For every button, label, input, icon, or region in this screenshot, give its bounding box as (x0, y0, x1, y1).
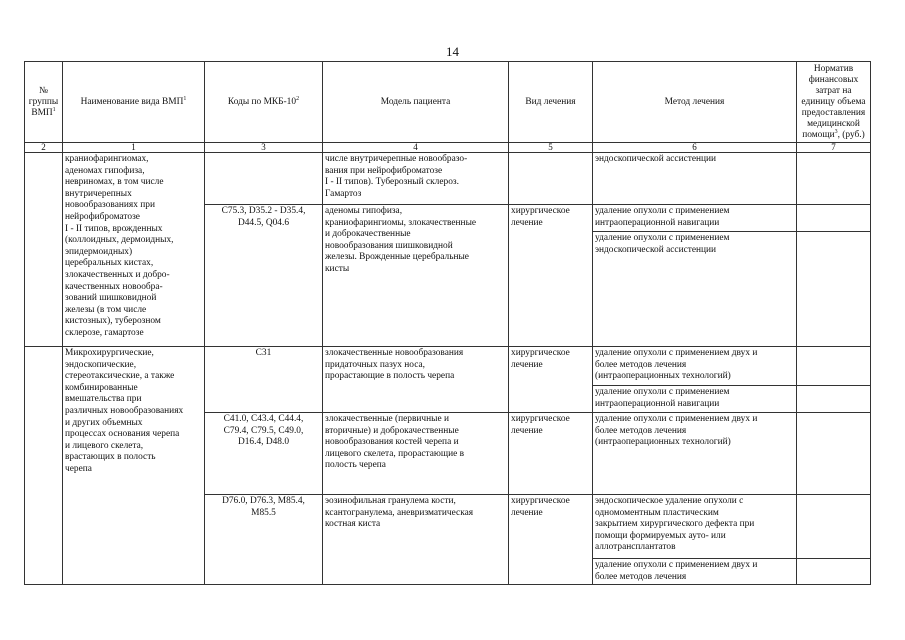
model-cell: аденомы гипофиза, краниофарингиомы, злокачественные и доброкачественные новообразования шишковидной железы. Врожденные церебральные кисты (323, 205, 509, 347)
method-cell: удаление опухоли с применением двух и более методов лечения (593, 559, 797, 585)
model-cell: злокачественные новообразования придаточных пазух носа, прорастающие в полость черепа (323, 347, 509, 413)
codes-cell (205, 153, 323, 205)
norm-cell (797, 205, 871, 232)
vmp-name-cell: краниофарингиомах, аденомах гипофиза, невриномах, в том числе внутричерепных новообразованиях при нейрофиброматозе I - II типов, врожденных (коллоидных, дермоидных, эпидермоидных) церебральных кистах, злокачественных и добро- качественных новообра- зований шишковидной железы (в том числе кистозных), туберозном склерозе, гамартозе (63, 153, 205, 347)
norm-cell (797, 232, 871, 347)
codes-cell: C41.0, C43.4, C44.4, C79.4, C79.5, C49.0, D16.4, D48.0 (205, 413, 323, 495)
header-group: № группы ВМП$^1$ (25, 62, 63, 143)
method-cell: удаление опухоли с применением двух и более методов лечения (интраоперационных технологий) (593, 413, 797, 495)
table-row (25, 347, 871, 386)
header-treatment: Вид лечения (509, 62, 593, 143)
norm-cell (797, 495, 871, 559)
col-num: 4 (323, 143, 509, 153)
header-name: Наименование вида ВМП$^1$ (63, 62, 205, 143)
group-cell (25, 347, 63, 585)
header-model: Модель пациента (323, 62, 509, 143)
header-codes: Коды по МКБ-$10^2$ (205, 62, 323, 143)
col-num: 2 (25, 143, 63, 153)
col-num: 6 (593, 143, 797, 153)
header-method: Метод лечения (593, 62, 797, 143)
norm-cell (797, 559, 871, 585)
codes-cell: D76.0, D76.3, M85.4, M85.5 (205, 495, 323, 585)
method-cell: удаление опухоли с применением эндоскопической ассистенции (593, 232, 797, 347)
header-norm: Норматив финансовых затрат на единицу объема предоставления медицинской помощи$^3$, (руб.) (797, 62, 871, 143)
group-cell (25, 153, 63, 347)
method-cell: эндоскопической ассистенции (593, 153, 797, 205)
col-num: 7 (797, 143, 871, 153)
vmp-table (24, 61, 871, 585)
codes-cell: C75.3, D35.2 - D35.4, D44.5, Q04.6 (205, 205, 323, 347)
col-num: 5 (509, 143, 593, 153)
treatment-cell: хирургическое лечение (509, 347, 593, 413)
norm-cell (797, 347, 871, 386)
model-cell: злокачественные (первичные и вторичные) и доброкачественные новообразования костей черепа и лицевого скелета, прорастающие в полость черепа (323, 413, 509, 495)
norm-cell (797, 153, 871, 205)
page-number: 14 (446, 44, 459, 59)
treatment-cell (509, 153, 593, 205)
codes-cell: C31 (205, 347, 323, 413)
method-cell: удаление опухоли с применением двух и более методов лечения (интраоперационных технологий) (593, 347, 797, 386)
norm-cell (797, 413, 871, 495)
treatment-cell: хирургическое лечение (509, 205, 593, 347)
vmp-name-cell: Микрохирургические, эндоскопические, стереотаксические, а также комбинированные вмешательства при различных новообразованиях и других объемных процессах основания черепа и лицевого скелета, врастающих в полость черепа (63, 347, 205, 585)
column-number-row (25, 143, 871, 153)
col-num: 3 (205, 143, 323, 153)
table-row (25, 153, 871, 205)
method-cell: удаление опухоли с применением интраоперационной навигации (593, 205, 797, 232)
norm-cell (797, 386, 871, 413)
header-row (25, 62, 871, 143)
treatment-cell: хирургическое лечение (509, 413, 593, 495)
method-cell: эндоскопическое удаление опухоли с одномоментным пластическим закрытием хирургического дефекта при помощи формируемых ауто- или аллотрансплантатов (593, 495, 797, 559)
model-cell: эозинофильная гранулема кости, ксантогранулема, аневризматическая костная киста (323, 495, 509, 585)
treatment-cell: хирургическое лечение (509, 495, 593, 585)
method-cell: удаление опухоли с применением интраоперационной навигации (593, 386, 797, 413)
col-num: 1 (63, 143, 205, 153)
model-cell: числе внутричерепные новообразо- вания при нейрофиброматозе I - II типов). Туберозный склероз. Гамартоз (323, 153, 509, 205)
